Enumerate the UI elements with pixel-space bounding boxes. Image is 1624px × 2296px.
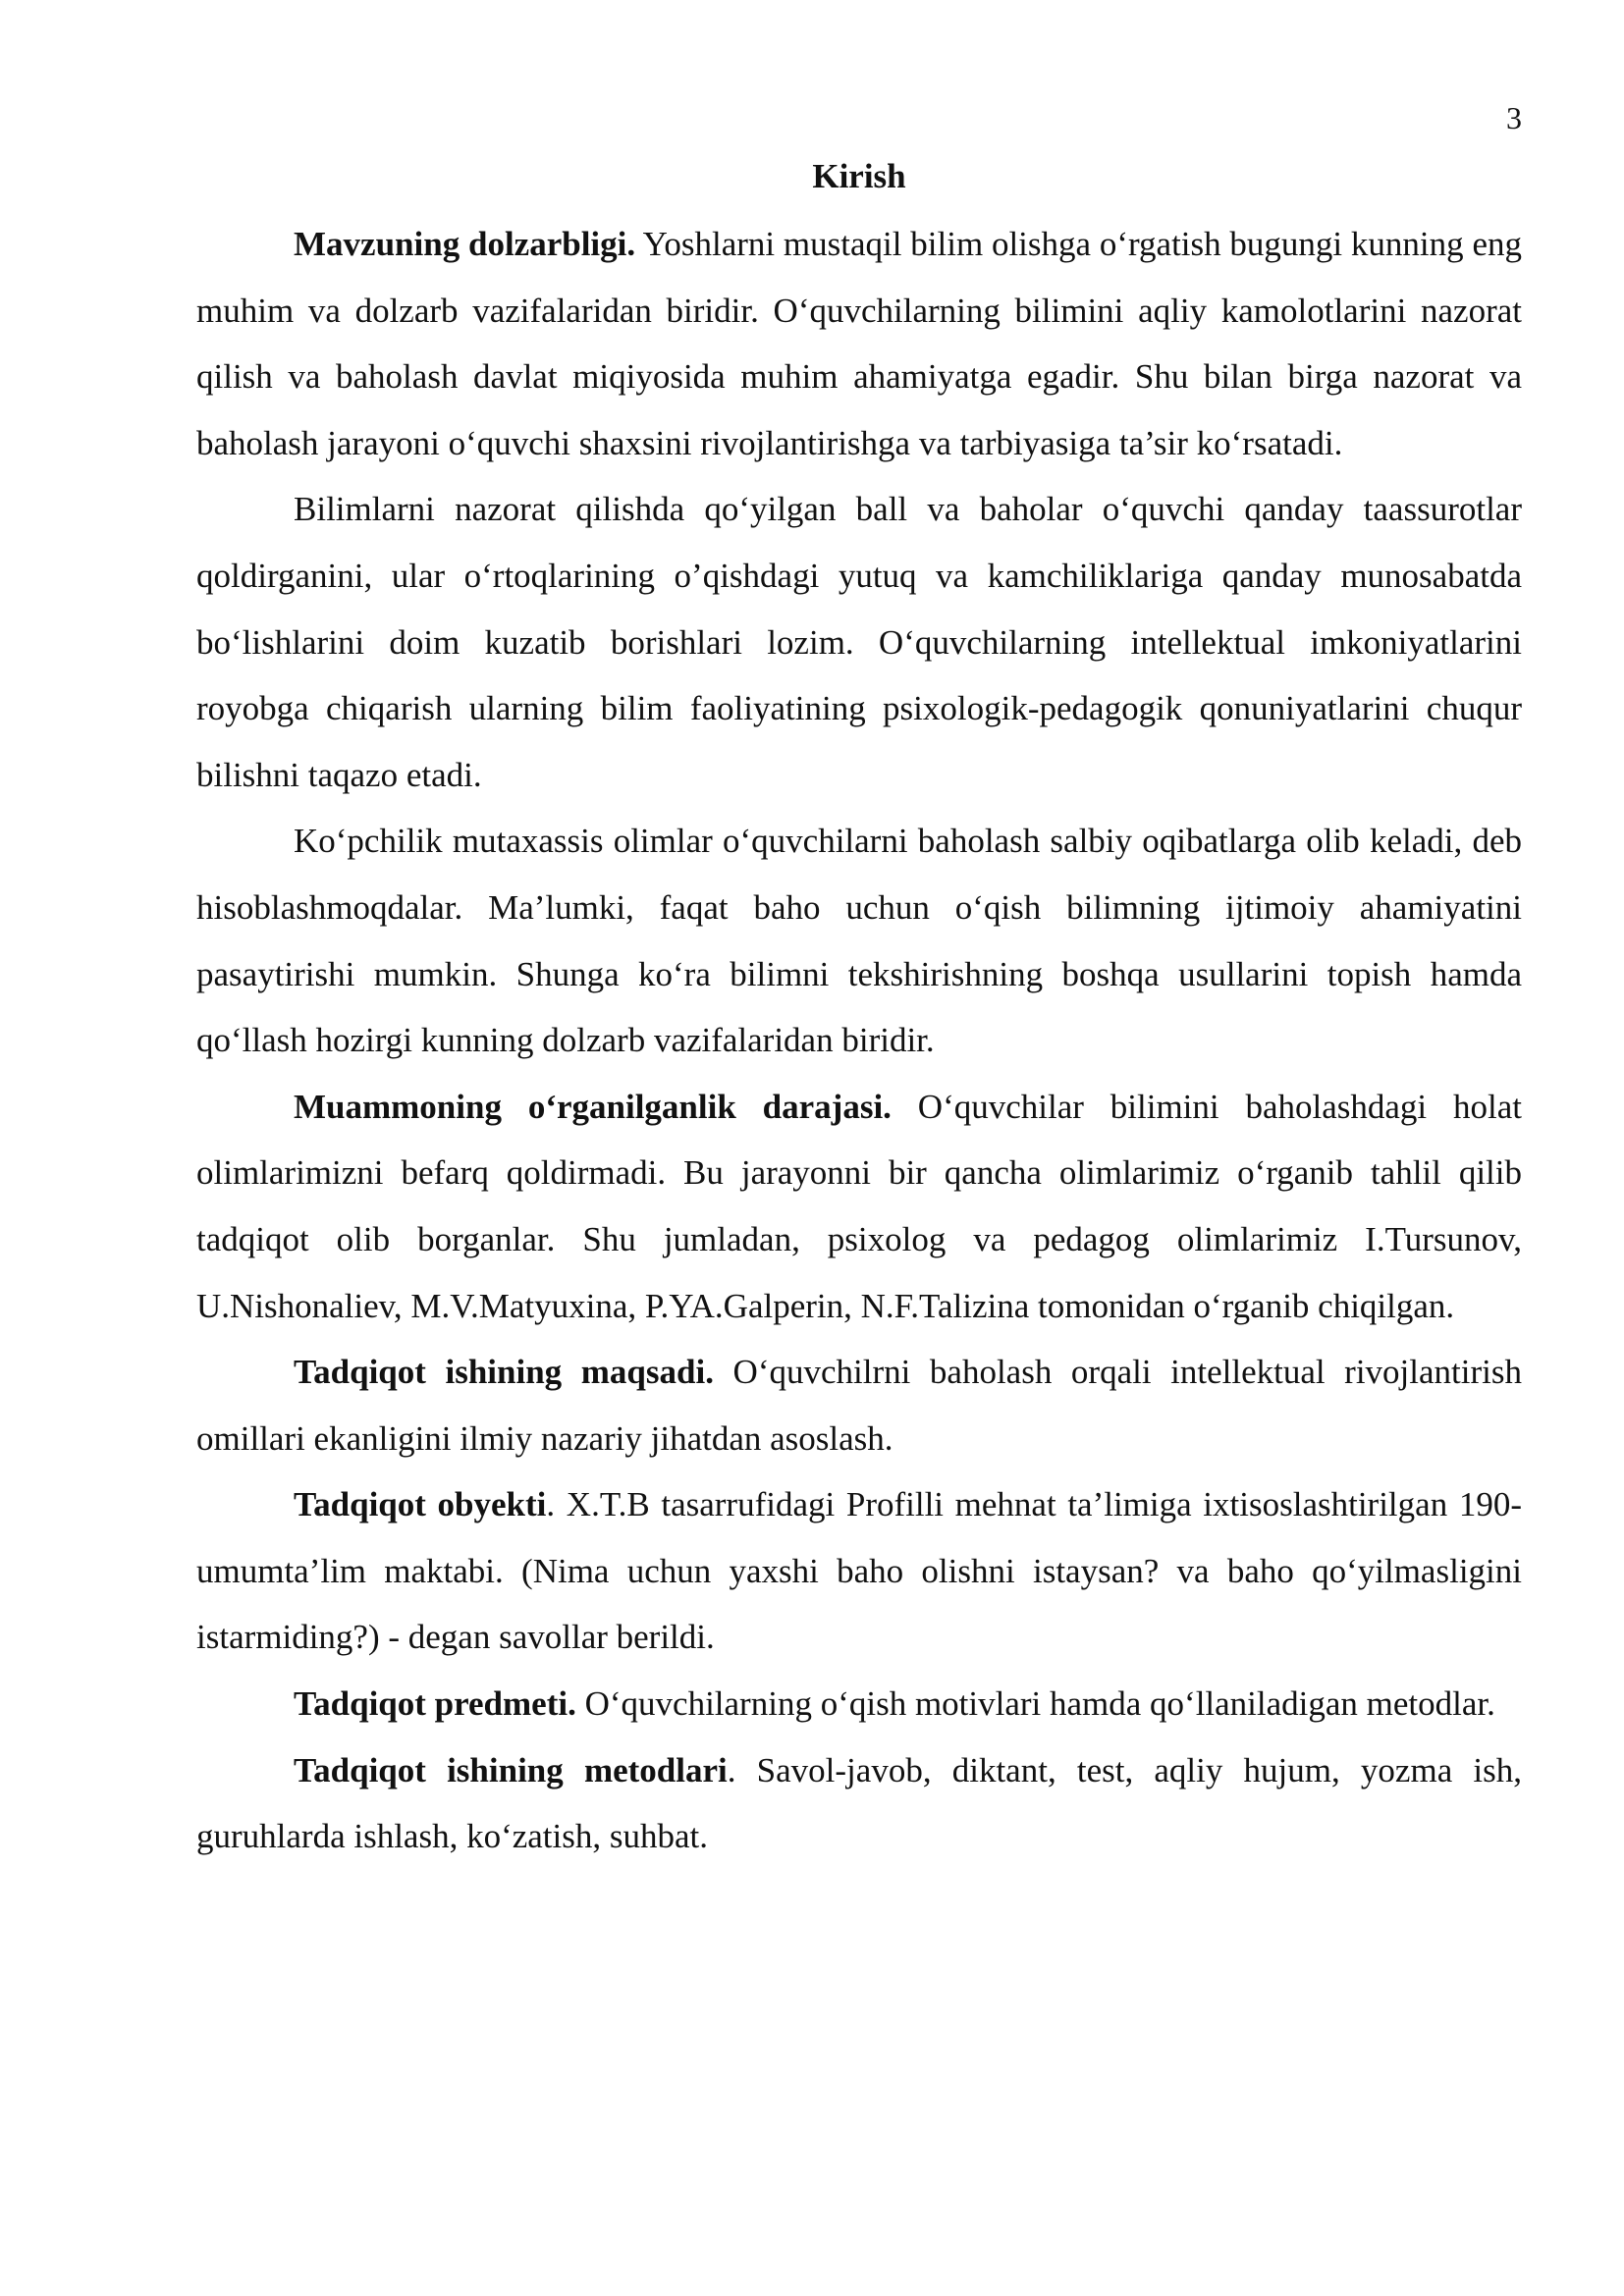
paragraph-text: Bilimlarni nazorat qilishda qo‘yilgan ball va baholar o‘quvchi qanday taassurotlar qoldirganini, ular o‘rtoqlarining o’qishdagi yutuq va kamchiliklariga qanday munosabatda bo‘lishlarini doim kuzatib borishlari lozim. O‘quvchilarning intellektual imkoniyatlarini royobga chiqarish ularning bilim faoliyatining psixologik-pedagogik qonuniyatlarini chuqur bilishni taqazo etadi. (196, 490, 1522, 794)
paragraph-lead: Muammoning o‘rganilganlik darajasi. (294, 1087, 892, 1126)
paragraph-specialists (196, 808, 1522, 1073)
paragraph-lead: Tadqiqot ishining maqsadi. (294, 1353, 714, 1392)
paragraph-research-goal (196, 1339, 1522, 1471)
paragraph-lead: Mavzuning dolzarbligi. (294, 225, 636, 263)
paragraph-lead: Tadqiqot obyekti (294, 1485, 547, 1524)
paragraph-text: Ko‘pchilik mutaxassis olimlar o‘quvchilarni baholash salbiy oqibatlarga olib keladi, deb hisoblashmoqdalar. Ma’lumki, faqat baho uchun o‘qish bilimning ijtimoiy ahamiyatini pasaytirishi mumkin. Shunga ko‘ra bilimni tekshirishning boshqa usullarini topish hamda qo‘llash hozirgi kunning dolzarb vazifalaridan biridir. (196, 822, 1522, 1060)
paragraph-knowledge-control (196, 476, 1522, 808)
paragraph-research-subject (196, 1671, 1522, 1737)
paragraph-relevance (196, 211, 1522, 476)
paragraph-text: Yoshlarni mustaqil bilim olishga o‘rgatish bugungi kunning eng muhim va dolzarb vazifalaridan biridir. O‘quvchilarning bilimini aqliy kamolotlarini nazorat qilish va baholash davlat miqiyosida muhim ahamiyatga egadir. Shu bilan birga nazorat va baholash jarayoni o‘quvchi shaxsini rivojlantirishga va tarbiyasiga ta’sir ko‘rsatadi. (196, 225, 1522, 462)
paragraph-research-methods (196, 1737, 1522, 1870)
page-number: 3 (1506, 100, 1522, 135)
paragraph-text: O‘quvchilar bilimini baholashdagi holat olimlarimizni befarq qoldirmadi. Bu jarayonni bir qancha olimlarimiz o‘rganib tahlil qilib tadqiqot olib borganlar. Shu jumladan, psixolog va pedagog olimlarimiz I.Tursunov, U.Nishonaliev, M.V.Matyuxina, P.YA.Galperin, N.F.Talizina tomonidan o‘rganib chiqilgan. (196, 1087, 1523, 1325)
paragraph-problem-study (196, 1074, 1522, 1339)
page-title: Kirish (812, 157, 906, 195)
paragraph-lead: Tadqiqot ishining metodlari (294, 1750, 728, 1789)
paragraph-research-object (196, 1471, 1522, 1671)
document-body (196, 147, 1522, 1870)
paragraph-text: . Savol-javob, diktant, test, aqliy hujum, yozma ish, guruhlarda ishlash, ko‘zatish, suhbat. (196, 1750, 1522, 1856)
paragraph-lead: Tadqiqot predmeti. (294, 1684, 576, 1724)
paragraph-text: O‘quvchilrni baholash orqali intellektual rivojlantirish omillari ekanligini ilmiy nazariy jihatdan asoslash. (196, 1353, 1522, 1458)
paragraph-text: O‘quvchilarning o‘qish motivlari hamda qo‘llaniladigan metodlar. (575, 1684, 1495, 1724)
paragraph-text: . X.T.B tasarrufidagi Profilli mehnat ta’limiga ixtisoslashtirilgan 190-umumta’lim maktabi. (Nima uchun yaxshi baho olishni istaysan? va baho qo‘yilmasligini istarmiding?) - degan savollar berildi. (196, 1485, 1522, 1657)
